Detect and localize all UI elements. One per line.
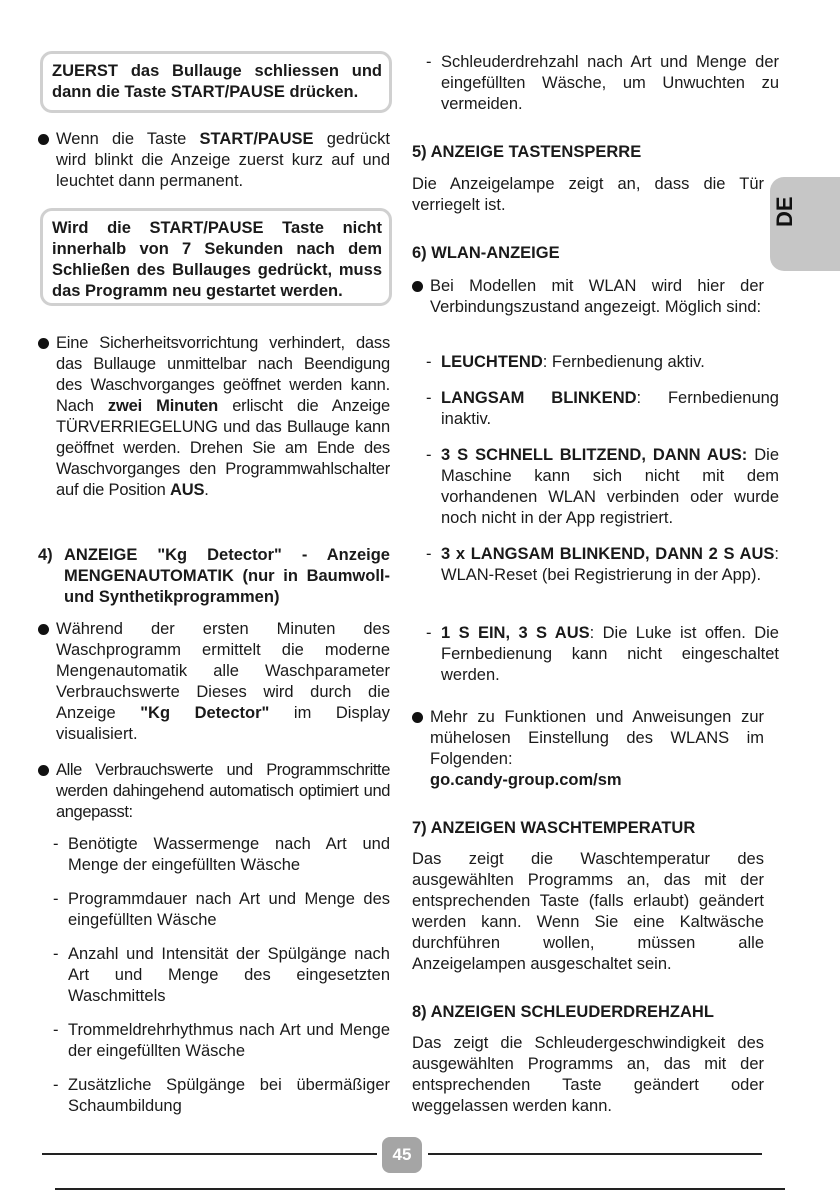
bullet-kg-detector: Während der ersten Minuten des Waschprogramm ermittelt die moderne Mengenautomatik alle Waschparameter Verbrauchswerte Dieses wird durch die Anzeige "Kg Detector" im Display visualisiert. <box>38 619 390 745</box>
section-5-heading: 5) ANZEIGE TASTENSPERRE <box>412 143 642 161</box>
list-item: - Trommeldrehrhythmus nach Art und Menge der eingefüllten Wäsche <box>53 1021 390 1060</box>
bullet-icon <box>38 624 49 635</box>
bullet-consumption: Alle Verbrauchswerte und Programmschritte werden dahingehend automatisch optimiert und angepasst: <box>38 760 390 823</box>
bullet-icon <box>38 338 49 349</box>
section-7-text: Das zeigt die Waschtemperatur des ausgewählten Programms an, das mit der entsprechenden Taste (falls erlaubt) geändert werden kann. Wenn Sie eine Kaltwäsche durchführen wollen, müssen alle Anzeigelampen ausgeschaltet sein. <box>412 850 764 973</box>
wlan-state-item: - LANGSAM BLINKEND: Fernbedienung inaktiv. <box>426 389 779 428</box>
list-item: - Benötigte Wassermenge nach Art und Menge der eingefüllten Wäsche <box>53 835 390 874</box>
bullet-icon <box>412 712 423 723</box>
wlan-state-item: - 3 S SCHNELL BLITZEND, DANN AUS: Die Maschine kann sich nicht mit dem vorhandenen WLAN verbinden oder wurde noch nicht in der App registriert. <box>426 446 780 527</box>
bullet-more-info: Mehr zu Funktionen und Anweisungen zur mühelosen Einstellung des WLANS im Folgenden: go.candy-group.com/sm <box>412 707 764 791</box>
bullet-icon <box>412 281 423 292</box>
section-8-heading: 8) ANZEIGEN SCHLEUDERDREHZAHL <box>412 1003 714 1021</box>
section-8-text: Das zeigt die Schleudergeschwindigkeit des ausgewählten Programms an, das mit der entsprechenden Taste geändert oder weggelassen werden kann. <box>412 1034 764 1115</box>
list-item: - Programmdauer nach Art und Menge des eingefüllten Wäsche <box>53 890 390 929</box>
bullet-icon <box>38 134 49 145</box>
section-6-heading: 6) WLAN-ANZEIGE <box>412 244 560 262</box>
note-box-restart <box>40 208 392 306</box>
section-7-heading: 7) ANZEIGEN WASCHTEMPERATUR <box>412 819 696 837</box>
bullet-start-pause: Wenn die Taste START/PAUSE gedrückt wird blinkt die Anzeige zuerst kurz auf und leuchtet dann permanent. <box>38 129 390 192</box>
footer-rule-left <box>42 1153 377 1155</box>
wlan-state-item: - 3 x LANGSAM BLINKEND, DANN 2 S AUS: WLAN-Reset (bei Registrierung in der App). <box>426 545 779 584</box>
note-box-close-door <box>40 51 392 113</box>
bullet-icon <box>38 765 49 776</box>
wlan-state-item: - 1 S EIN, 3 S AUS: Die Luke ist offen. Die Fernbedienung kann nicht eingeschaltet werden. <box>426 624 779 684</box>
section-4-heading: 4) ANZEIGE "Kg Detector" - Anzeige MENGENAUTOMATIK (nur in Baumwoll- und Synthetikprogrammen) <box>38 546 390 606</box>
bullet-wlan: Bei Modellen mit WLAN wird hier der Verbindungszustand angezeigt. Möglich sind: <box>412 276 764 318</box>
bullet-safety-device: Eine Sicherheitsvorrichtung verhindert, dass das Bullauge unmittelbar nach Beendigung des Waschvorganges geöffnet werden kann. Nach zwei Minuten erlischt die Anzeige TÜRVERRIEGELUNG und das Bullauge kann geöffnet werden. Drehen Sie am Ende des Waschvorganges den Programmwahlschalter auf die Position AUS. <box>38 333 390 501</box>
language-tab-label: DE <box>772 196 797 227</box>
list-item: - Anzahl und Intensität der Spülgänge nach Art und Menge des eingesetzten Waschmittels <box>53 945 390 1005</box>
page-number: 45 <box>382 1137 422 1173</box>
language-tab <box>770 177 840 271</box>
list-item: - Schleuderdrehzahl nach Art und Menge der eingefüllten Wäsche, um Unwuchten zu vermeiden. <box>426 53 779 113</box>
footer-rule-right <box>428 1153 762 1155</box>
note-text: ZUERST das Bullauge schliessen und dann die Taste START/PAUSE drücken. <box>52 62 382 101</box>
note-text: Wird die START/PAUSE Taste nicht innerhalb von 7 Sekunden nach dem Schließen des Bullauges gedrückt, muss das Programm neu gestartet werden. <box>52 219 382 300</box>
help-link[interactable]: go.candy-group.com/sm <box>430 771 622 789</box>
list-item: - Zusätzliche Spülgänge bei übermäßiger Schaumbildung <box>53 1076 390 1115</box>
wlan-state-item: - LEUCHTEND: Fernbedienung aktiv. <box>426 353 705 371</box>
section-5-text: Die Anzeigelampe zeigt an, dass die Tür verriegelt ist. <box>412 175 764 214</box>
